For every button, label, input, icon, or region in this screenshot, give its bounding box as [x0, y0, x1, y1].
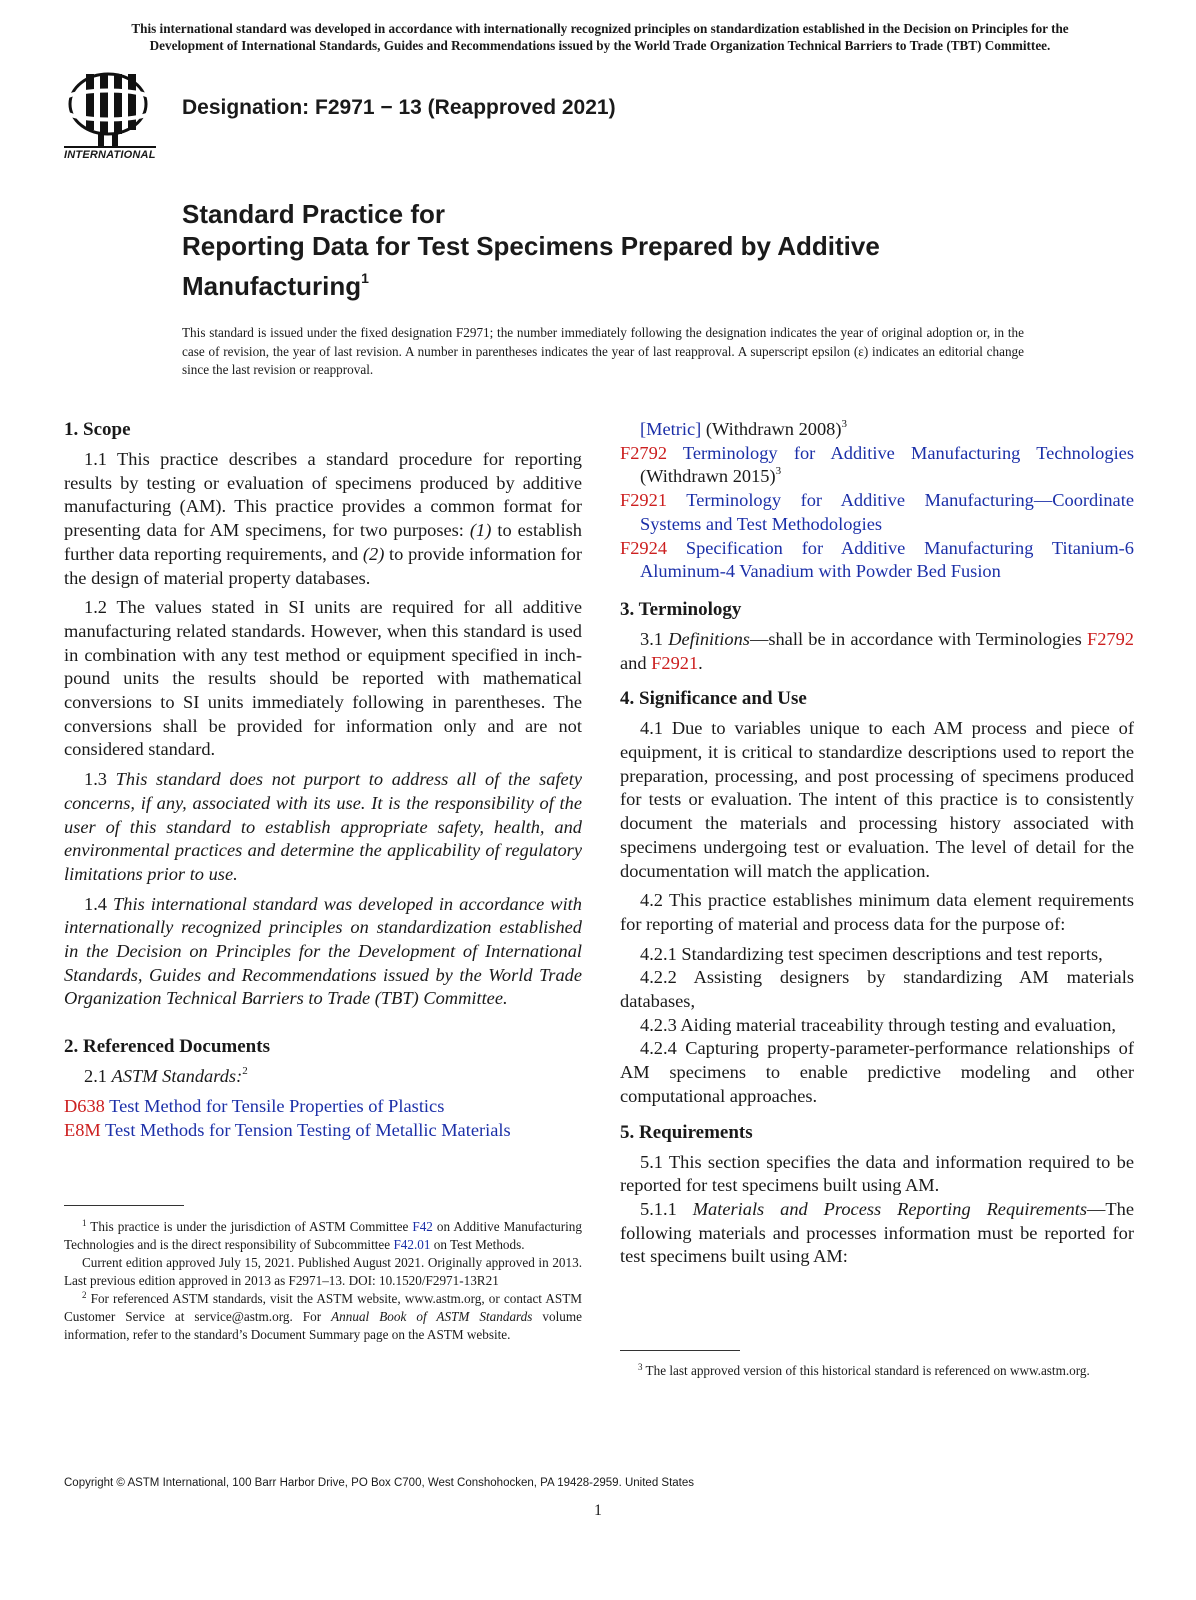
- paragraph-4-2-3: 4.2.3 Aiding material traceability through testing and evaluation,: [640, 1014, 1116, 1035]
- title-line3: Manufacturing: [182, 271, 362, 301]
- paragraph-5-1-1: 5.1.1 Materials and Process Reporting Requirements—The following materials and processes information must be reported for test specimens built using AM:: [620, 1198, 1134, 1267]
- footnote-1-edition: Current edition approved July 15, 2021. Published August 2021. Originally approved in 2013. Last previous edition approved in 2013 as F2971–13. DOI: 10.1520/F2971-13R21: [64, 1255, 582, 1288]
- paragraph-4-2-1: 4.2.1 Standardizing test specimen descriptions and test reports,: [640, 943, 1103, 964]
- title-line1: Standard Practice for: [182, 199, 445, 229]
- logo-subtext: INTERNATIONAL: [64, 146, 156, 161]
- copyright-notice: Copyright © ASTM International, 100 Barr Harbor Drive, PO Box C700, West Conshohocken, PA 19428-2959. United States: [64, 1477, 695, 1489]
- link-f42-01[interactable]: F42.01: [393, 1237, 431, 1252]
- designation: Designation: F2971 − 13 (Reapproved 2021): [182, 96, 616, 119]
- paragraph-4-2-4: 4.2.4 Capturing property-parameter-performance relationships of AM specimens to enable predictive modeling and other computational approaches.: [620, 1038, 1134, 1106]
- paragraph-5-1: 5.1 This section specifies the data and information required to be reported for test specimens built using AM.: [620, 1151, 1134, 1196]
- reference-e8m-continued: [Metric] (Withdrawn 2008)$^3$: [640, 418, 848, 439]
- reference-f2792[interactable]: F2792 Terminology for Additive Manufacturing Technologies (Withdrawn 2015)$^3$: [620, 442, 1134, 487]
- reference-f2924[interactable]: F2924 Specification for Additive Manufacturing Titanium-6 Aluminum-4 Vanadium with Powder Bed Fusion: [620, 537, 1134, 582]
- title-line2: Reporting Data for Test Specimens Prepared by Additive: [182, 231, 880, 261]
- astm-logo: [60, 68, 172, 168]
- paragraph-4-1: 4.1 Due to variables unique to each AM process and piece of equipment, it is critical to standardize descriptions used to report the preparation, processing, and post processing of specimens produced for tests or evaluation. The intent of this practice is to consistently document the materials and processing history associated with specimens undergoing test or evaluation. The level of detail for the documentation will match the application.: [620, 718, 1134, 881]
- scope-heading: 1. Scope: [64, 419, 131, 440]
- footnote-ref-2: 2: [242, 1065, 248, 1078]
- paragraph-4-2-2: 4.2.2 Assisting designers by standardizing AM materials databases,: [620, 967, 1134, 1012]
- right-column: [620, 418, 1134, 1275]
- footnote-rule-right: [620, 1350, 740, 1351]
- left-column: [64, 418, 582, 1142]
- footnotes-left: [64, 1218, 582, 1344]
- reference-d638[interactable]: D638 Test Method for Tensile Properties of Plastics: [64, 1095, 445, 1116]
- paragraph-2-1: 2.1 ASTM Standards:$^2$: [84, 1065, 248, 1087]
- significance-heading: 4. Significance and Use: [620, 688, 807, 710]
- paragraph-1-3: 1.3 This standard does not purport to address all of the safety concerns, if any, associated with its use. It is the responsibility of the user of this standard to establish appropriate safety, health, and environmental practices and determine the applicability of regulatory limitations prior to use.: [64, 769, 582, 884]
- footnote-rule-left: [64, 1205, 184, 1206]
- requirements-heading: 5. Requirements: [620, 1121, 753, 1143]
- title-footnote-mark: 1: [361, 270, 369, 286]
- reference-e8m[interactable]: E8M Test Methods for Tension Testing of Metallic Materials: [64, 1119, 511, 1140]
- link-f2921[interactable]: F2921: [651, 652, 699, 673]
- tbt-notice-line2: Development of International Standards, Guides and Recommendations issued by the World Trade Organization Technical Barriers to Trade (TBT) Committee.: [149, 38, 1051, 53]
- paragraph-3-1: 3.1 Definitions—shall be in accordance with Terminologies F2792 and F2921.: [620, 628, 1134, 673]
- paragraph-1-1: 1.1 This practice describes a standard procedure for reporting results by testing or evaluation of specimens produced by additive manufacturing (AM). This practice provides a common format for presenting data for AM specimens, for two purposes: (1) to establish further data reporting requirements, and (2) to provide information for the design of material property databases.: [64, 449, 582, 588]
- paragraph-1-4: 1.4 This international standard was developed in accordance with internationally recognized principles on standardization established in the Decision on Principles for the Development of International Standards, Guides and Recommendations issued by the World Trade Organization Technical Barriers to Trade (TBT) Committee.: [64, 893, 582, 1009]
- paragraph-1-2: 1.2 The values stated in SI units are required for all additive manufacturing related standards. However, when this standard is used in combination with any test method or equipment specified in inch-pound units the results should be reported with mathematical conversions to SI units immediately following in parentheses. The conversions shall be provided for information only and are not considered standard.: [64, 597, 582, 760]
- terminology-heading: 3. Terminology: [620, 598, 742, 620]
- tbt-notice: [60, 20, 1140, 54]
- footnote-1: $^1$ This practice is under the jurisdiction of ASTM Committee F42 on Additive Manufacturing Technologies and is the direct responsibility of Subcommittee F42.01 on Test Methods.: [64, 1218, 582, 1252]
- link-f42[interactable]: F42: [412, 1219, 433, 1234]
- link-f2792[interactable]: F2792: [1086, 628, 1134, 649]
- referenced-documents-heading: 2. Referenced Documents: [64, 1036, 270, 1058]
- footnote-2: $^2$ For referenced ASTM standards, visit the ASTM website, www.astm.org, or contact ASTM Customer Service at service@astm.org. For Annual Book of ASTM Standards volume information, refer to the standard’s Document Summary page on the ASTM website.: [64, 1290, 582, 1342]
- page-number: 1: [594, 1502, 602, 1519]
- footnote-3: $^3$ The last approved version of this historical standard is referenced on www.astm.org.: [638, 1362, 1090, 1378]
- document-title: [182, 198, 1082, 302]
- tbt-notice-line1: This international standard was developed in accordance with internationally recognized principles on standardization established in the Decision on Principles for the: [131, 21, 1069, 36]
- issuance-note: This standard is issued under the fixed designation F2971; the number immediately following the designation indicates the year of original adoption or, in the case of revision, the year of last revision. A number in parentheses indicates the year of last reapproval. A superscript epsilon (ε) indicates an editorial change since the last revision or reapproval.: [182, 325, 1024, 377]
- reference-f2921[interactable]: F2921 Terminology for Additive Manufacturing—Coordinate Systems and Test Methodologies: [620, 490, 1134, 534]
- paragraph-4-2: 4.2 This practice establishes minimum data element requirements for reporting of material and process data for the purpose of:: [620, 890, 1134, 934]
- footnotes-right: [620, 1362, 1134, 1380]
